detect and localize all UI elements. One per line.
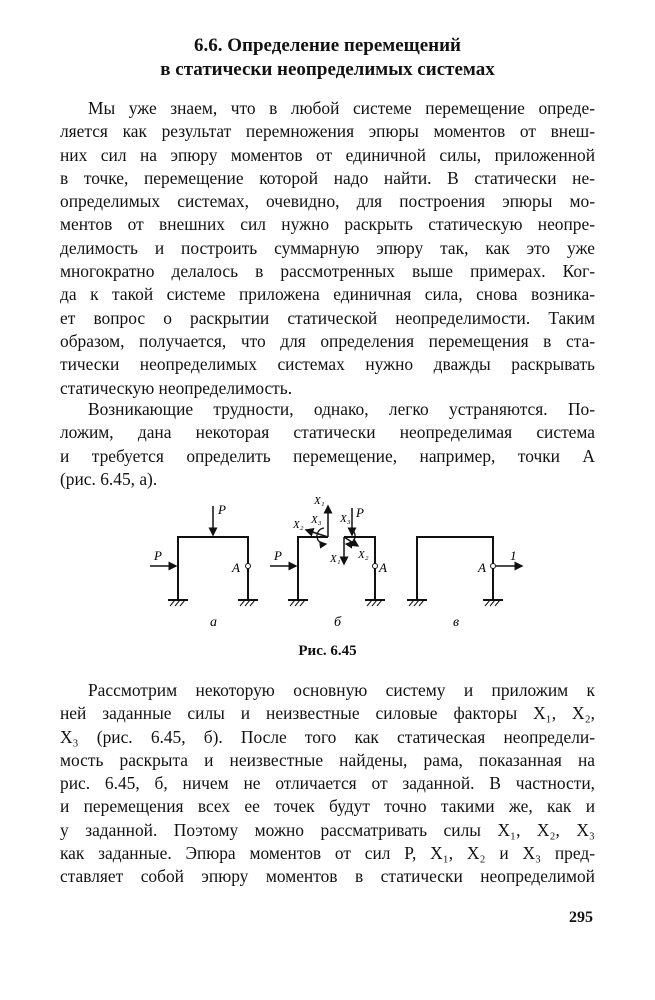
frame-a bbox=[168, 537, 258, 600]
text-line: ляется как результат перемножения эпюры моментов от внеш- bbox=[60, 121, 595, 142]
text-line: в точке, перемещение которой надо найти. В статически не- bbox=[60, 167, 595, 188]
text-line: определимых системах, очевидно, для построения эпюры мо- bbox=[60, 191, 595, 212]
label-x3: X₃ bbox=[311, 514, 322, 526]
text-line: образом, получается, что для определения перемещения в ста- bbox=[60, 330, 595, 351]
subfigure-label-v: в bbox=[453, 615, 460, 630]
text-line: как заданные. Эпюра моментов от сил P, X₁, X₂ и X₃ пред- bbox=[60, 843, 595, 864]
text-line: X₃ (рис. 6.45, б). После того как статическая неопредели- bbox=[60, 726, 595, 747]
section-title-line-2: в статически неопределимых системах bbox=[160, 59, 495, 80]
text-line: ставляет собой эпюру моментов в статически неопределимой bbox=[60, 866, 595, 887]
text-line: делимость и построить суммарную эпюру так, как это уже bbox=[60, 237, 595, 258]
label-x2: X₂ bbox=[293, 519, 304, 531]
frame-figure bbox=[130, 492, 530, 642]
text-line: Возникающие трудности, однако, легко устраняются. По- bbox=[88, 399, 595, 419]
label-x3: X₃ bbox=[340, 513, 351, 525]
text-line: ет вопрос о раскрытии статической неопределимости. Таким bbox=[60, 307, 595, 328]
text-line: у заданной. Поэтому можно рассматривать силы X₁, X₂, X₃ bbox=[60, 819, 595, 840]
point-a-marker bbox=[246, 564, 251, 569]
label-p: P bbox=[274, 548, 282, 563]
label-a: A bbox=[478, 560, 486, 575]
label-a: A bbox=[379, 560, 387, 575]
text-line: и перемещения всех ее точек будут точно такими же, как и bbox=[60, 796, 595, 817]
text-line: ментов от внешних сил нужно раскрыть статическую неопре- bbox=[60, 214, 595, 235]
text-line: тически неопределимых системах нужно дважды раскрывать bbox=[60, 354, 595, 375]
text-line: статическую неопределимость. bbox=[60, 377, 293, 398]
text-line: (рис. 6.45, а). bbox=[60, 468, 158, 489]
frame-v bbox=[407, 537, 503, 600]
text-line: них сил на эпюру моментов от единичной силы, приложенной bbox=[60, 144, 595, 165]
label-x2: X₂ bbox=[358, 549, 369, 561]
figure-caption: Рис. 6.45 bbox=[298, 643, 357, 659]
point-a-marker bbox=[373, 564, 378, 569]
text-line: и требуется определить перемещение, например, точки A bbox=[60, 445, 595, 466]
paragraph-3 bbox=[60, 679, 595, 889]
paragraph-1 bbox=[60, 97, 595, 400]
label-p: P bbox=[356, 505, 364, 520]
text-line: ложим, дана некоторая статически неопределимая система bbox=[60, 422, 595, 443]
text-line: мость раскрыта и неизвестные найдены, рама, показанная на bbox=[60, 749, 595, 770]
label-a: A bbox=[232, 560, 240, 575]
label-x1: X₁ bbox=[330, 553, 341, 565]
text-line: Мы уже знаем, что в любой системе перемещение опреде- bbox=[88, 98, 595, 118]
frame-b bbox=[288, 537, 385, 600]
section-title-line-1: 6.6. Определение перемещений bbox=[193, 35, 461, 56]
label-p: P bbox=[218, 502, 226, 517]
section-title bbox=[60, 34, 595, 82]
label-p: P bbox=[154, 548, 162, 563]
text-line: Рассмотрим некоторую основную систему и приложим к bbox=[88, 680, 595, 700]
subfigure-label-b: б bbox=[334, 615, 342, 630]
text-line: многократно делалось в рассмотренных выше примерах. Ког- bbox=[60, 261, 595, 282]
text-line: рис. 6.45, б, ничем не отличается от заданной. В частности, bbox=[60, 773, 595, 794]
paragraph-2 bbox=[60, 398, 595, 491]
label-x1: X₁ bbox=[314, 495, 325, 507]
subfigure-label-a: а bbox=[210, 615, 217, 630]
text-line: да к такой системе приложена единичная сила, снова возника- bbox=[60, 284, 595, 305]
page-number: 295 bbox=[569, 909, 593, 926]
text-line: ней заданные силы и неизвестные силовые факторы X₁, X₂, bbox=[60, 703, 595, 724]
label-unit-force: 1 bbox=[510, 548, 517, 563]
point-a-marker bbox=[491, 564, 496, 569]
